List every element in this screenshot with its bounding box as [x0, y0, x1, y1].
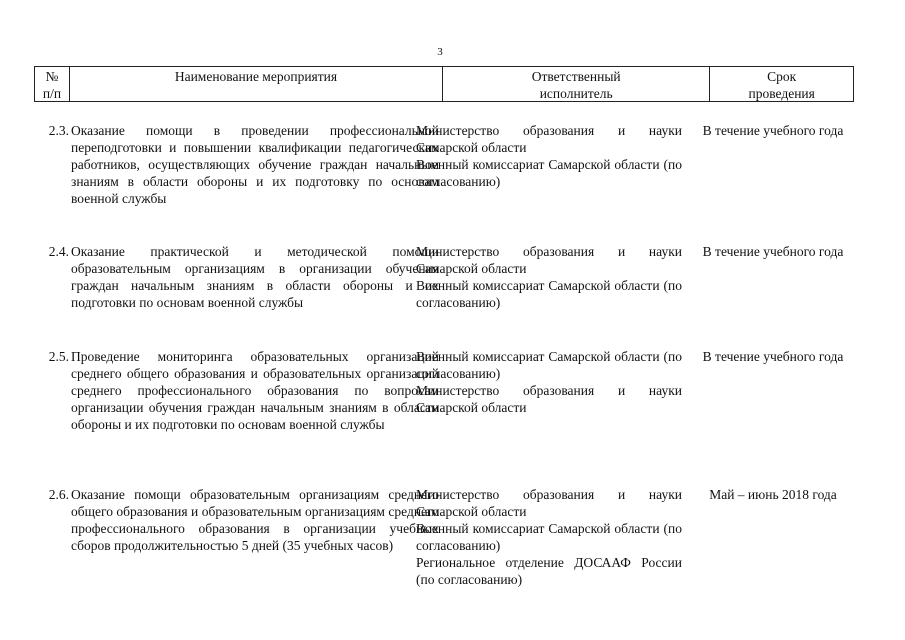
row-term: В течение учебного года	[702, 244, 844, 259]
responsible-item: Военный комиссариат Самарской области (по согласованию)	[416, 157, 682, 189]
header-term-line1: Срок	[767, 69, 797, 84]
row-term: В течение учебного года	[702, 123, 844, 138]
responsible-item: Военный комиссариат Самарской области (по согласованию)	[416, 349, 682, 381]
row-activity: Оказание помощи образовательным организациям среднего общего образования и образовательным организациям среднего профессионального образования в организации учебных сборов продолжительностью 5 дней (35 учебных часов)	[71, 487, 439, 553]
row-responsible	[416, 243, 682, 311]
responsible-item: Министерство образования и науки Самарской области	[416, 244, 682, 276]
row-activity: Оказание помощи в проведении профессиональной переподготовки и повышении квалификации педагогических работников, осуществляющих обучение граждан начальным знаниям в области обороны и их подготовку по основам военной службы	[71, 123, 439, 206]
header-resp-cell	[443, 67, 710, 101]
header-num-cell	[35, 67, 70, 101]
row-number: 2.5.	[48, 349, 69, 364]
responsible-item: Министерство образования и науки Самарской области	[416, 383, 682, 415]
header-name: Наименование мероприятия	[174, 69, 338, 84]
row-responsible	[416, 486, 682, 588]
responsible-item: Военный комиссариат Самарской области (по согласованию)	[416, 278, 682, 310]
responsible-item: Министерство образования и науки Самарской области	[416, 123, 682, 155]
header-term-cell	[710, 67, 853, 101]
header-resp-line2: исполнитель	[539, 86, 613, 101]
page-number: 3	[437, 46, 443, 58]
row-term: Май – июнь 2018 года	[709, 487, 837, 502]
row-activity: Проведение мониторинга образовательных организаций среднего общего образования и образовательных организаций среднего профессионального образования по вопросам организации обучения граждан начальным знаниям в области обороны и их подготовки по основам военной службы	[71, 349, 439, 432]
row-responsible	[416, 348, 682, 416]
row-number: 2.3.	[48, 123, 69, 138]
row-responsible	[416, 122, 682, 190]
row-number: 2.6.	[48, 487, 69, 502]
responsible-item: Региональное отделение ДОСААФ России (по согласованию)	[416, 555, 682, 587]
responsible-item: Военный комиссариат Самарской области (по согласованию)	[416, 521, 682, 553]
header-name-cell	[70, 67, 443, 101]
table-header	[34, 66, 854, 102]
header-resp-line1: Ответственный	[531, 69, 621, 84]
header-term-line2: проведения	[748, 86, 815, 101]
header-num-line2: п/п	[42, 86, 62, 101]
responsible-item: Министерство образования и науки Самарской области	[416, 487, 682, 519]
row-activity: Оказание практической и методической помощи образовательным организациям в организации обучения граждан начальным знаниям в области обороны и их подготовки по основам военной службы	[71, 244, 439, 310]
header-num-line1: №	[45, 69, 59, 84]
row-number: 2.4.	[48, 244, 69, 259]
row-term: В течение учебного года	[702, 349, 844, 364]
